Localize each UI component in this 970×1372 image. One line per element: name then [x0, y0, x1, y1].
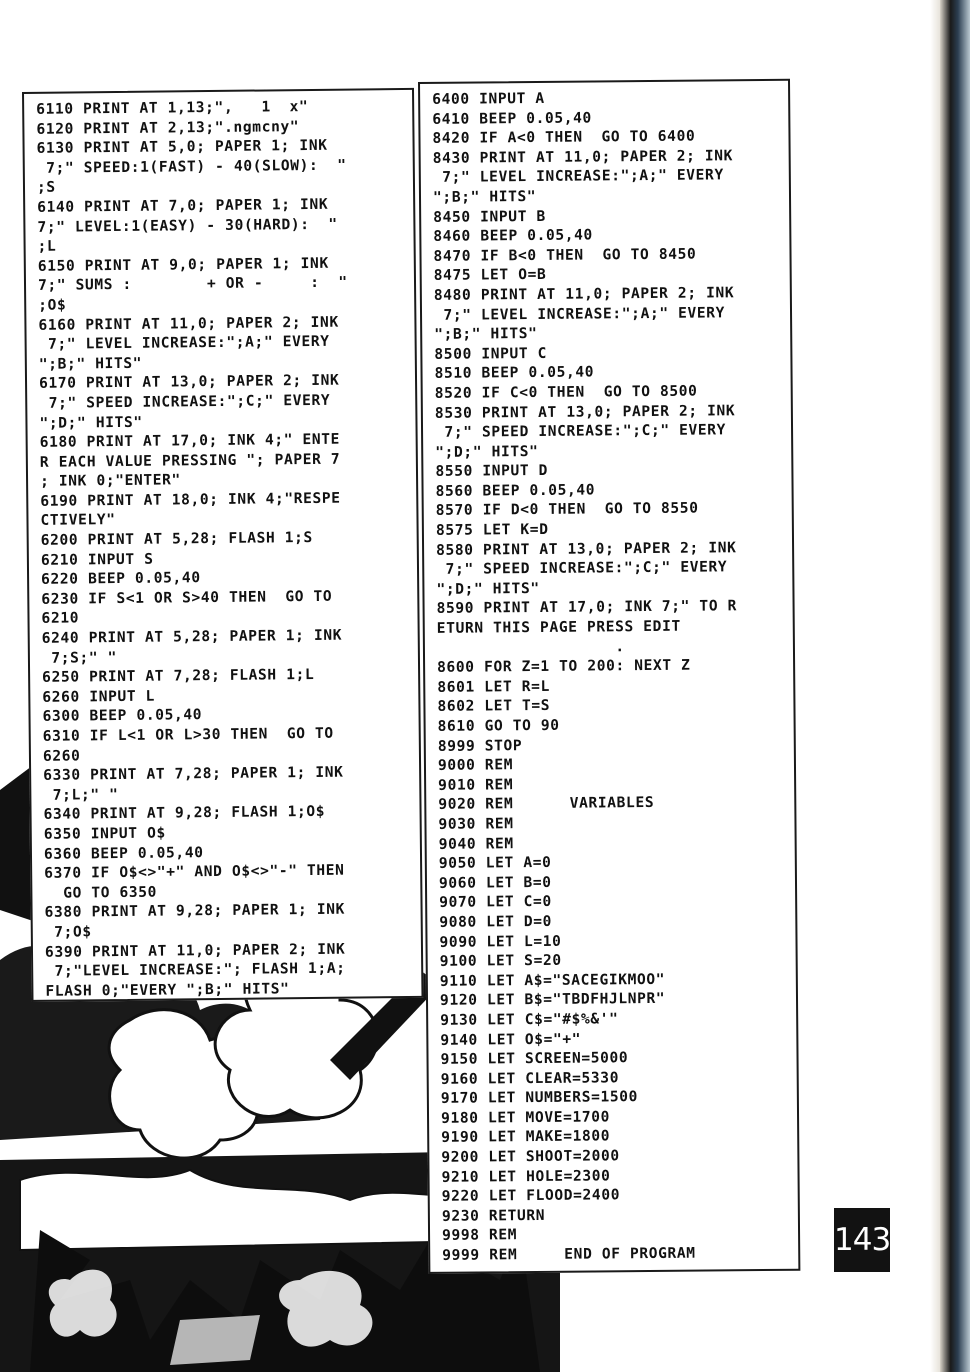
- code-line: 6170 PRINT AT 13,0; PAPER 2; INK: [38, 372, 340, 393]
- page-edge-shadow: [930, 0, 940, 1372]
- code-line: 6410 BEEP 0.05,40: [432, 109, 592, 128]
- code-line: 8500 INPUT C: [434, 344, 548, 363]
- code-line: 6110 PRINT AT 1,13;", 1 x": [36, 98, 309, 118]
- code-line: ";D;" HITS": [435, 442, 539, 461]
- code-line: 8480 PRINT AT 11,0; PAPER 2; INK: [433, 284, 735, 304]
- code-line: 6230 IF S<1 OR S>40 THEN GO TO: [41, 587, 333, 608]
- code-line: 9110 LET A$="SACEGIKMOO": [439, 970, 666, 990]
- code-line: 7;L;" ": [43, 785, 119, 804]
- code-line: 9230 RETURN: [441, 1206, 546, 1225]
- code-line: 6220 BEEP 0.05,40: [41, 569, 201, 589]
- code-line: 9010 REM: [438, 775, 514, 794]
- code-line: ETURN THIS PAGE PRESS EDIT: [436, 617, 681, 637]
- code-line: 6130 PRINT AT 5,0; PAPER 1; INK: [36, 136, 328, 158]
- code-line: 8600 FOR Z=1 TO 200: NEXT Z: [437, 656, 691, 677]
- code-line: 7;"LEVEL INCREASE:"; FLASH 1;A;: [45, 959, 346, 980]
- code-line: 9160 LET CLEAR=5330: [440, 1068, 620, 1088]
- code-line: 7;" LEVEL:1(EASY) - 30(HARD): ": [37, 215, 338, 236]
- code-line: 9100 LET S=20: [439, 951, 562, 970]
- code-line: 9998 REM: [441, 1226, 518, 1245]
- code-line: 6300 BEEP 0.05,40: [42, 706, 203, 726]
- code-line: 6360 BEEP 0.05,40: [43, 843, 204, 863]
- code-line: 6260: [42, 747, 81, 765]
- code-line: 9020 REM VARIABLES: [438, 794, 655, 814]
- code-line: 7;O$: [44, 923, 92, 941]
- code-line: 8610 GO TO 90: [437, 716, 560, 735]
- code-line: 8999 STOP: [437, 736, 523, 755]
- code-line: 6200 PRINT AT 5,28; FLASH 1;S: [40, 529, 313, 549]
- code-line: 8520 IF C<0 THEN GO TO 8500: [434, 382, 698, 402]
- page-number: 143: [834, 1208, 890, 1272]
- code-line: 6400 INPUT A: [432, 89, 545, 108]
- code-line: 8560 BEEP 0.05,40: [435, 481, 596, 500]
- code-line: 8430 PRINT AT 11,0; PAPER 2; INK: [432, 147, 734, 167]
- code-line: 9120 LET B$="TBDFHJLNPR": [439, 990, 666, 1010]
- code-line: 9090 LET L=10: [439, 932, 562, 951]
- code-line: 9180 LET MOVE=1700: [440, 1108, 611, 1127]
- code-line: 6350 INPUT O$: [43, 824, 166, 843]
- code-line: 9140 LET O$="+": [440, 1030, 582, 1049]
- code-line: 9999 REM END OF PROGRAM: [442, 1244, 696, 1264]
- code-line: 7;" LEVEL INCREASE:";A;" EVERY: [432, 166, 724, 187]
- code-line: 6370 IF O$<>"+" AND O$<>"-" THEN: [44, 861, 345, 882]
- code-line: 7;" SUMS : + OR - : ": [37, 273, 348, 295]
- code-line: 6190 PRINT AT 18,0; INK 4;"RESPE: [40, 489, 341, 510]
- code-listing-right: [418, 79, 800, 1274]
- code-line: ";B;" HITS": [38, 354, 143, 373]
- code-line: 7;S;" ": [41, 648, 118, 667]
- code-line: 6340 PRINT AT 9,28; FLASH 1;O$: [43, 803, 326, 824]
- code-line: 9130 LET C$="#$%&'": [440, 1010, 619, 1029]
- code-line: 9040 REM: [438, 834, 514, 853]
- code-line: 9000 REM: [437, 756, 514, 775]
- code-line: 8450 INPUT B: [433, 207, 546, 226]
- code-line: 7;" LEVEL INCREASE:";A;" EVERY: [433, 303, 726, 324]
- code-line: 8475 LET O=B: [433, 266, 547, 285]
- code-line: 8575 LET K=D: [435, 520, 549, 539]
- code-line: GO TO 6350: [44, 883, 158, 902]
- code-line: 9070 LET C=0: [439, 893, 552, 912]
- code-line: 8530 PRINT AT 13,0; PAPER 2; INK: [434, 401, 736, 422]
- code-line: 7;" LEVEL INCREASE:";A;" EVERY: [38, 332, 330, 353]
- code-line: 9050 LET A=0: [438, 854, 552, 873]
- code-line: 6120 PRINT AT 2,13;".ngmcny": [36, 117, 300, 138]
- page-edge-cover-art: [940, 0, 970, 1372]
- code-line: 7;" SPEED INCREASE:";C;" EVERY: [39, 391, 331, 412]
- code-line: 9220 LET FLOOD=2400: [441, 1186, 621, 1206]
- code-line: CTIVELY": [40, 511, 116, 530]
- code-line: 8550 INPUT D: [435, 462, 549, 481]
- code-line: 6210: [41, 609, 80, 628]
- code-line: 8460 BEEP 0.05,40: [433, 226, 593, 246]
- code-line: 7;" SPEED:1(FAST) - 40(SLOW): ": [36, 156, 347, 177]
- code-line: 6250 PRINT AT 7,28; FLASH 1;L: [42, 666, 315, 687]
- code-listing-left: [22, 88, 424, 1002]
- code-line: 9150 LET SCREEN=5000: [440, 1049, 629, 1068]
- code-line: 6140 PRINT AT 7,0; PAPER 1; INK: [37, 195, 329, 216]
- code-line: 6150 PRINT AT 9,0; PAPER 1; INK: [37, 254, 329, 275]
- code-line: 8602 LET T=S: [437, 697, 551, 716]
- code-line: 7;" SPEED INCREASE:";C;" EVERY: [434, 421, 727, 441]
- code-line: 6330 PRINT AT 7,28; PAPER 1; INK: [43, 763, 344, 785]
- code-line: 9200 LET SHOOT=2000: [441, 1147, 620, 1166]
- code-line: .: [436, 637, 625, 657]
- code-line: 9060 LET B=0: [438, 873, 552, 892]
- code-line: 9080 LET D=0: [439, 912, 553, 931]
- code-line: 8470 IF B<0 THEN GO TO 8450: [433, 245, 697, 265]
- code-line: ";B;" HITS": [432, 187, 537, 206]
- code-line: ; INK 0;"ENTER": [39, 471, 181, 491]
- code-line: ";B;" HITS": [434, 325, 538, 343]
- code-line: 7;" SPEED INCREASE:";C;" EVERY: [436, 558, 728, 579]
- code-line: 8590 PRINT AT 17,0; INK 7;" TO R: [436, 597, 738, 618]
- code-line: 8570 IF D<0 THEN GO TO 8550: [435, 500, 699, 520]
- code-line: ";D;" HITS": [39, 413, 143, 432]
- code-line: 9030 REM: [438, 815, 514, 833]
- code-line: 9190 LET MAKE=1800: [441, 1127, 611, 1147]
- code-line: ;L: [37, 237, 57, 256]
- code-line: R EACH VALUE PRESSING "; PAPER 7: [39, 450, 341, 471]
- code-line: 8601 LET R=L: [437, 677, 550, 696]
- code-line: 6210 INPUT S: [40, 550, 154, 569]
- code-line: 8510 BEEP 0.05,40: [434, 363, 595, 383]
- code-line: 6240 PRINT AT 5,28; PAPER 1; INK: [41, 626, 343, 647]
- code-line: 8420 IF A<0 THEN GO TO 6400: [432, 127, 696, 148]
- code-line: FLASH 0;"EVERY ";B;" HITS": [45, 979, 290, 1000]
- code-line: 9210 LET HOLE=2300: [441, 1167, 611, 1186]
- code-line: ";D;" HITS": [436, 579, 540, 598]
- code-line: 6380 PRINT AT 9,28; PAPER 1; INK: [44, 901, 346, 922]
- code-line: ;S: [36, 179, 56, 197]
- code-line: 8580 PRINT AT 13,0; PAPER 2; INK: [436, 538, 737, 559]
- code-line: ;O$: [38, 296, 67, 314]
- code-line: 6390 PRINT AT 11,0; PAPER 2; INK: [44, 940, 346, 961]
- code-line: 6160 PRINT AT 11,0; PAPER 2; INK: [38, 313, 339, 334]
- code-line: 6310 IF L<1 OR L>30 THEN GO TO: [42, 724, 334, 745]
- code-line: 6180 PRINT AT 17,0; INK 4;" ENTE: [39, 430, 341, 451]
- code-line: 6260 INPUT L: [42, 687, 156, 706]
- code-line: 9170 LET NUMBERS=1500: [440, 1088, 639, 1108]
